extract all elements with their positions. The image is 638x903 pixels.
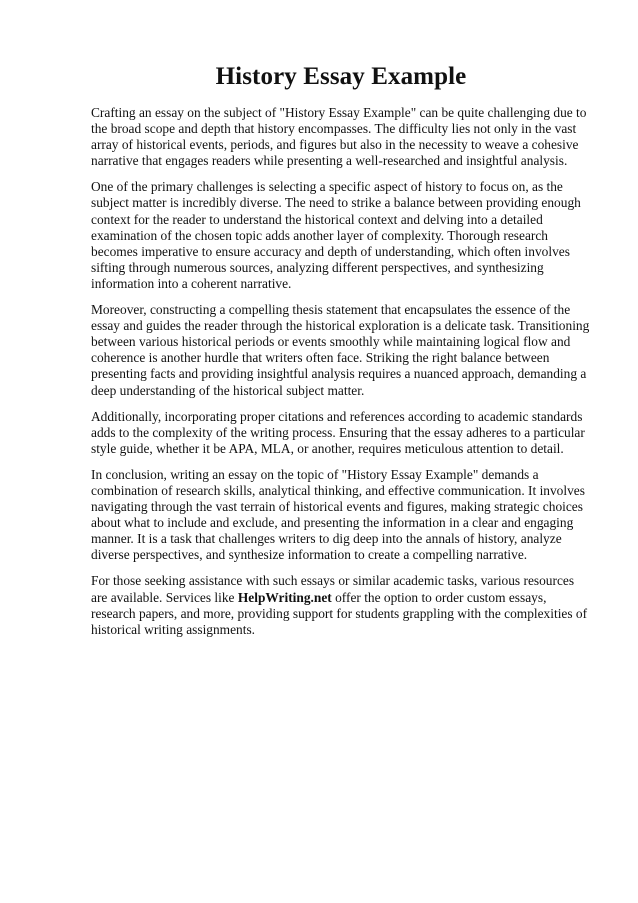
paragraph-conclusion: In conclusion, writing an essay on the topic of "History Essay Example" demands a combination of research skills, analytical thinking, and effective communication. It involves navigating through the vast terrain of historical events and figures, making strategic choices about what to include and exclude, and presenting the information in a clear and engaging manner. It is a task that challenges writers to dig deep into the annals of history, analyze diverse perspectives, and synthesize information to create a compelling narrative. (91, 466, 585, 563)
assistance-text-before: For those seeking assistance with such essays or similar academic tasks, various resources are available. Services like (91, 573, 575, 605)
page-title: History Essay Example (215, 63, 467, 90)
paragraph-challenges: One of the primary challenges is selecting a specific aspect of history to focus on, as the subject matter is incredibly diverse. The need to strike a balance between providing enough context for the reader to understand the historical context and delving into a detailed examination of the chosen topic adds another layer of complexity. Thorough research becomes imperative to ensure accuracy and depth of understanding, which often involves sifting through numerous sources, analyzing different perspectives, and synthesizing information into a coherent narrative. (91, 179, 581, 291)
brand-name: HelpWriting.net (237, 589, 332, 605)
paragraph-intro: Crafting an essay on the subject of "History Essay Example" can be quite challenging due to the broad scope and depth that history encompasses. The difficulty lies not only in the vast array of historical events, periods, and figures but also in the necessity to weave a cohesive narrative that engages readers while presenting a well-researched and insightful analysis. (91, 105, 587, 169)
paragraph-thesis: Moreover, constructing a compelling thesis statement that encapsulates the essence of the essay and guides the reader through the historical exploration is a delicate task. Transitioning between various historical periods or events smoothly while maintaining logical flow and coherence is another hurdle that writers often face. Striking the right balance between presenting facts and providing insightful analysis requires a nuanced approach, demanding a deep understanding of the historical subject matter. (91, 302, 590, 398)
paragraph-assistance (91, 573, 591, 637)
paragraph-citations: Additionally, incorporating proper citations and references according to academic standards adds to the complexity of the writing process. Ensuring that the essay adheres to a particular style guide, whether it be APA, MLA, or another, requires meticulous attention to detail. (91, 408, 585, 456)
assistance-text-after: offer the option to order custom essays, research papers, and more, providing support for students grappling with the complexities of historical writing assignments. (91, 589, 588, 637)
